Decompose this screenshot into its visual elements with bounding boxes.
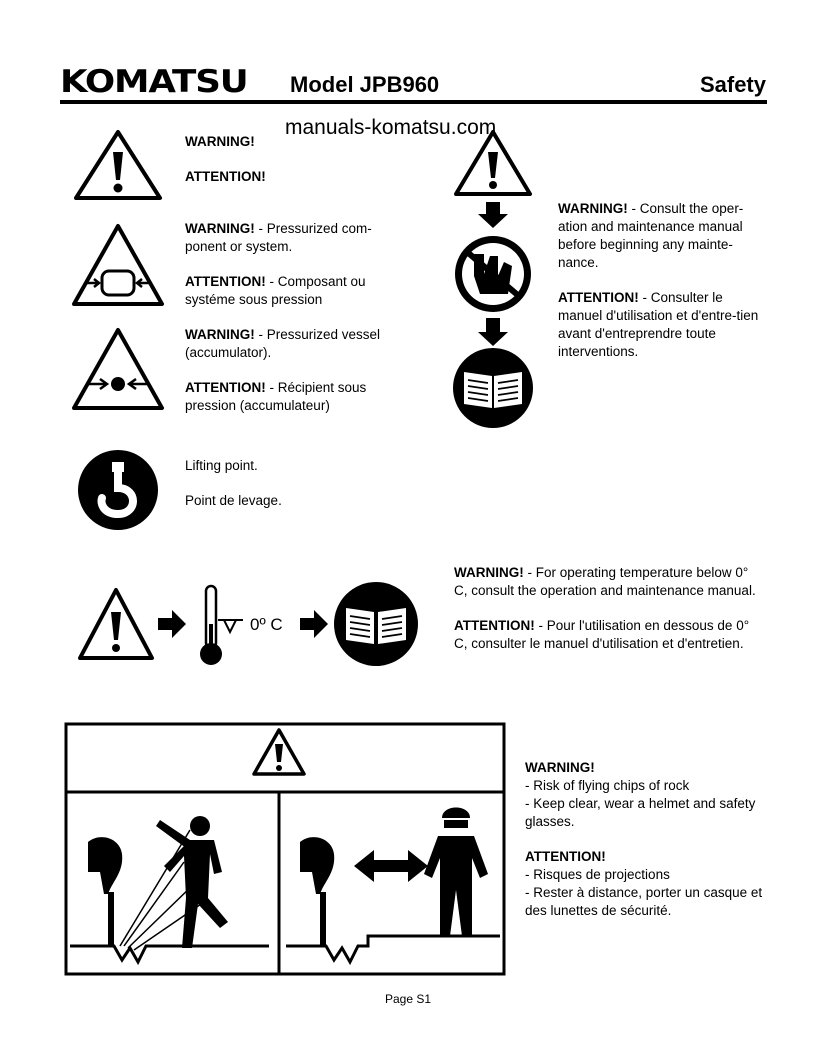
lifting-point-english: Lifting point. xyxy=(185,458,258,473)
warning-triangle-icon xyxy=(254,730,304,774)
prohibited-hand-icon xyxy=(455,236,531,312)
fc-attention-label: ATTENTION! xyxy=(525,849,606,864)
manual-book-icon xyxy=(453,348,533,428)
general-warning-text xyxy=(185,133,405,203)
cm-attention-text: - Consulter le manuel d'utilisation et d'entre-tien avant d'entreprendre toute interventions. xyxy=(558,290,759,359)
pv-warning-text: - Pressurized vessel (accumulator). xyxy=(185,327,381,360)
arrow-down-icon xyxy=(478,202,508,228)
pc-warning-label: WARNING! xyxy=(185,221,255,236)
helmeted-person-icon xyxy=(424,808,488,937)
pressurized-component-text xyxy=(185,220,405,326)
watermark: manuals-komatsu.com xyxy=(285,116,497,139)
arrow-down-icon xyxy=(478,318,508,346)
fc-attention-line-1: - Risques de projections xyxy=(525,867,670,882)
warning-triangle-icon xyxy=(72,128,164,202)
temp-attention-text: - Pour l'utilisation en dessous de 0° C, consulter le manuel d'utilisation et d'entretien. xyxy=(454,618,750,651)
cm-warning-label: WARNING! xyxy=(558,201,628,216)
temp-warning-label: WARNING! xyxy=(454,565,524,580)
rock-breaker-icon xyxy=(300,837,334,946)
keep-distance-arrow-icon xyxy=(354,850,428,882)
lifting-point-text xyxy=(185,457,385,527)
fc-warning-line-1: - Risk of flying chips of rock xyxy=(525,778,690,793)
pressurized-vessel-text xyxy=(185,326,405,432)
flying-chips-pictogram xyxy=(64,722,506,976)
fc-warning-line-2: - Keep clear, wear a helmet and safety glasses. xyxy=(525,796,756,829)
pc-attention-text: - Composant ou systéme sous pression xyxy=(185,274,366,307)
komatsu-logo: KOMATSU xyxy=(60,64,248,100)
pv-attention-text: - Récipient sous pression (accumulateur) xyxy=(185,380,367,413)
general-attention-label: ATTENTION! xyxy=(185,169,266,184)
rock-breaker-icon xyxy=(88,837,122,946)
consult-manual-icon-stack xyxy=(450,126,540,432)
cm-attention-label: ATTENTION! xyxy=(558,290,639,305)
temperature-label: 0º C xyxy=(250,615,283,634)
arrow-right-icon xyxy=(300,610,328,638)
temperature-text xyxy=(454,564,764,670)
temp-attention-label: ATTENTION! xyxy=(454,618,535,633)
pv-attention-label: ATTENTION! xyxy=(185,380,266,395)
lifting-hook-icon xyxy=(76,448,160,532)
page-number: Page S1 xyxy=(384,992,432,1006)
pressurized-vessel-icon xyxy=(70,326,166,412)
warning-triangle-icon xyxy=(456,132,530,194)
model-title: Model JPB960 xyxy=(290,72,440,97)
warning-triangle-icon xyxy=(80,590,152,658)
consult-manual-text xyxy=(558,200,768,378)
arrow-right-icon xyxy=(158,610,186,638)
thermometer-icon xyxy=(200,586,243,665)
cm-warning-text: - Consult the oper-ation and maintenance manual before beginning any mainte-nance. xyxy=(558,201,744,270)
flying-chips-text xyxy=(525,759,775,920)
pressurized-component-icon xyxy=(70,222,166,308)
general-warning-label: WARNING! xyxy=(185,134,255,149)
lifting-point-french: Point de levage. xyxy=(185,493,282,508)
fc-warning-label: WARNING! xyxy=(525,760,595,775)
fc-attention-line-2: - Rester à distance, porter un casque et des lunettes de sécurité. xyxy=(525,885,763,918)
pv-warning-label: WARNING! xyxy=(185,327,255,342)
header-rule xyxy=(60,100,767,104)
manual-book-icon xyxy=(334,582,418,666)
pc-warning-text: - Pressurized com-ponent or system. xyxy=(185,221,372,254)
section-title: Safety xyxy=(699,72,766,97)
temp-warning-text: - For operating temperature below 0° C, consult the operation and maintenance manual. xyxy=(454,565,756,598)
pc-attention-label: ATTENTION! xyxy=(185,274,266,289)
